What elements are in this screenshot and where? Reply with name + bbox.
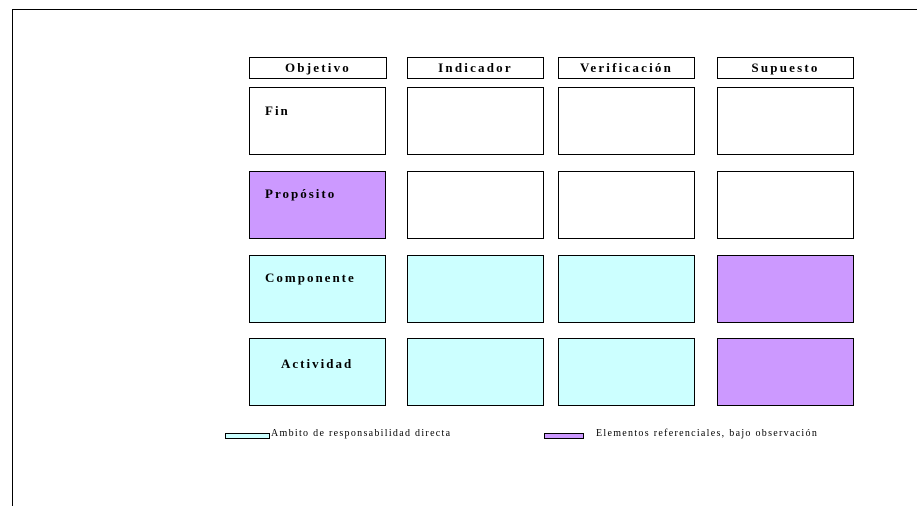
row-label-proposito: Propósito — [265, 186, 337, 201]
header-indicador: Indicador — [407, 57, 544, 79]
legend-text-observed: Elementos referenciales, bajo observación — [596, 428, 819, 439]
legend-text-direct: Ambito de responsabilidad directa — [271, 428, 452, 439]
cell-fin-verificacion — [558, 87, 695, 155]
header-supuesto: Supuesto — [717, 57, 854, 79]
cell-proposito-objetivo — [249, 171, 386, 239]
cell-fin-indicador — [407, 87, 544, 155]
cell-fin-objetivo — [249, 87, 386, 155]
cell-componente-supuesto — [717, 255, 854, 323]
row-label-fin: Fin — [265, 103, 290, 118]
legend-swatch-direct — [225, 433, 270, 439]
cell-componente-indicador — [407, 255, 544, 323]
diagram-frame — [12, 9, 917, 506]
cell-actividad-verificacion — [558, 338, 695, 406]
header-verificacion: Verificación — [558, 57, 695, 79]
cell-proposito-supuesto — [717, 171, 854, 239]
cell-actividad-supuesto — [717, 338, 854, 406]
cell-actividad-indicador — [407, 338, 544, 406]
header-objetivo: Objetivo — [249, 57, 387, 79]
cell-componente-objetivo — [249, 255, 386, 323]
cell-proposito-verificacion — [558, 171, 695, 239]
row-label-componente: Componente — [265, 270, 356, 285]
cell-componente-verificacion — [558, 255, 695, 323]
cell-proposito-indicador — [407, 171, 544, 239]
cell-actividad-objetivo — [249, 338, 386, 406]
cell-fin-supuesto — [717, 87, 854, 155]
legend-swatch-observed — [544, 433, 584, 439]
row-label-actividad: Actividad — [281, 356, 354, 371]
